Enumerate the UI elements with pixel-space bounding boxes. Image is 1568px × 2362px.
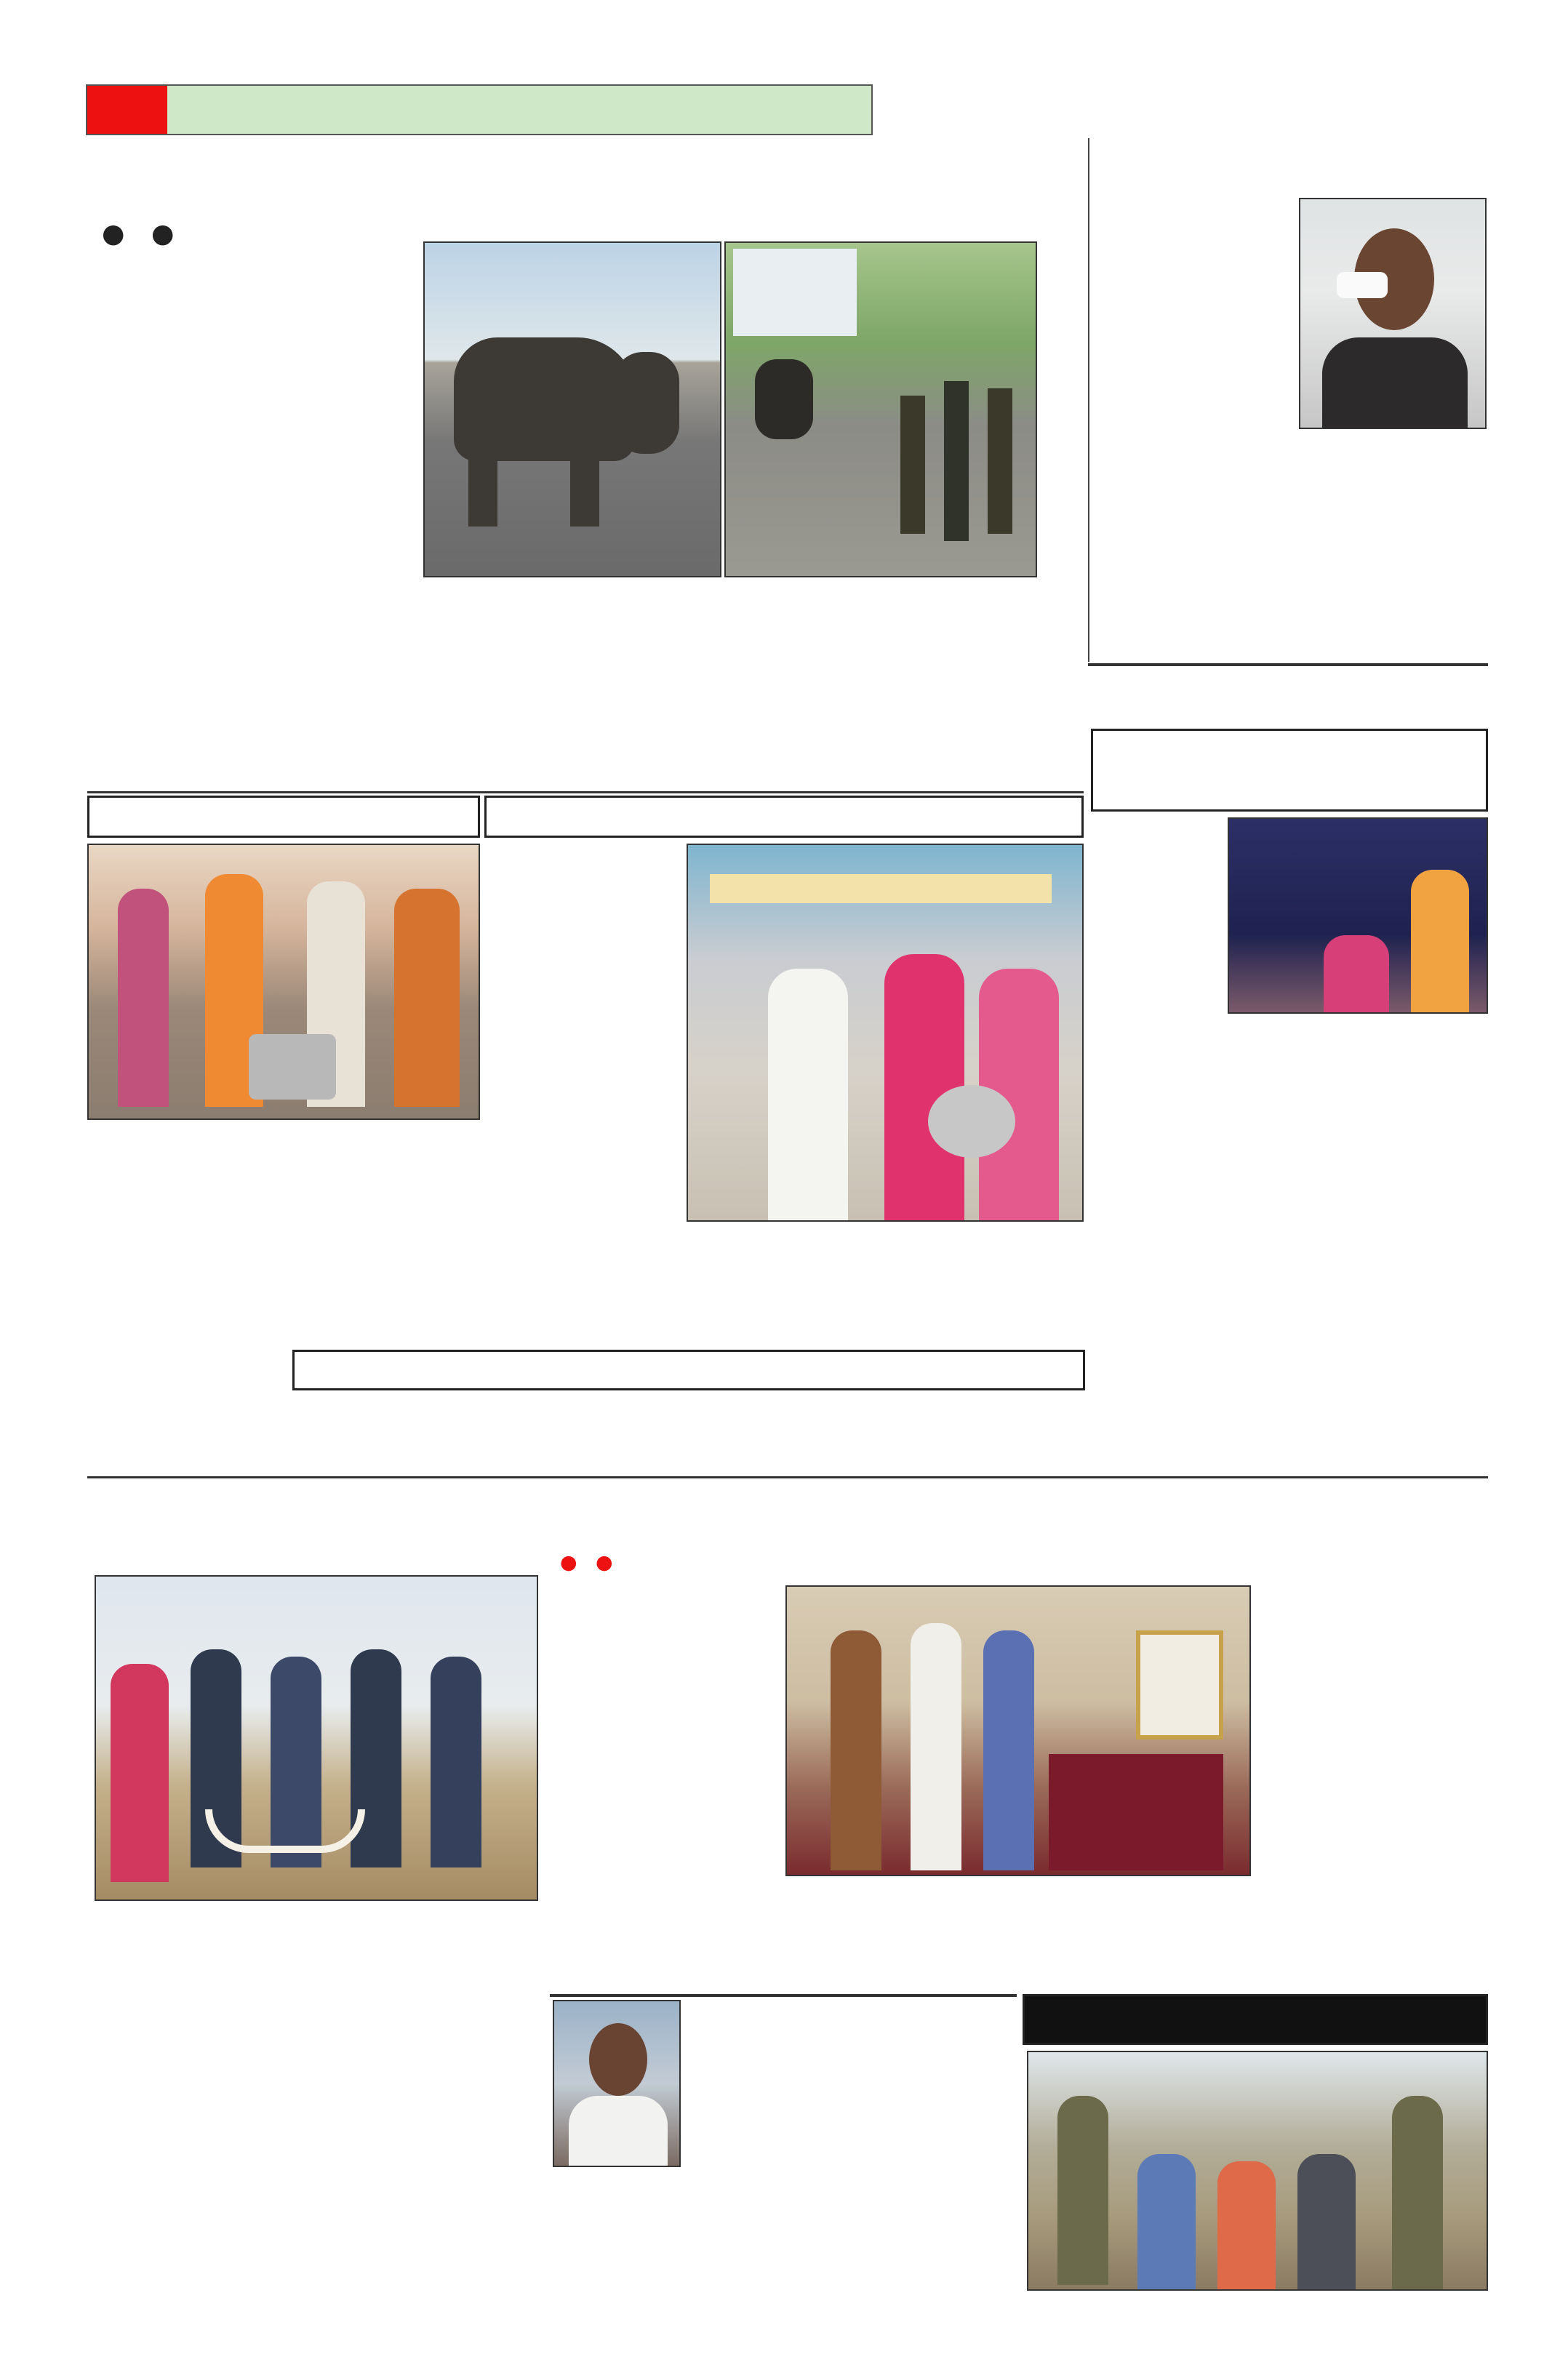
story7-body-col1 (87, 1945, 305, 2206)
elephant-road-photo (724, 241, 1037, 577)
story1-col2 (423, 598, 721, 787)
story5-pull-quote (1091, 816, 1222, 1012)
manu-photo (553, 2000, 681, 2167)
story8-subheads: ● ● (560, 1551, 613, 1574)
ivory-seizure-photo (95, 1575, 538, 1901)
story3-body (87, 1143, 284, 1470)
story7-body-col2 (314, 1945, 538, 2206)
story1-col1 (87, 256, 415, 590)
story2-body (1094, 196, 1290, 662)
story3-headline-box (87, 796, 480, 838)
story5-frame (1088, 663, 1488, 666)
story1-col3 (727, 598, 1076, 787)
story4-caption (687, 1223, 1084, 1274)
page-number-badge (87, 86, 167, 134)
subramani-photo (1299, 198, 1487, 429)
story4-headline-box (484, 796, 1084, 838)
gonikoppa-food-photo (87, 844, 480, 1120)
hombelaku-event-photo (1228, 817, 1488, 1014)
story2-caption (1299, 431, 1487, 449)
story5-body-col2 (1293, 1018, 1488, 1345)
divider-2 (87, 1476, 1488, 1478)
story12-headline-box (1023, 1994, 1488, 2045)
story5-body-col1 (1091, 1018, 1286, 1345)
story2-body-col2 (1299, 452, 1487, 662)
story4-body (484, 844, 681, 1273)
story3-caption (87, 1121, 480, 1140)
rabbit-hunters-photo (1027, 2051, 1488, 2291)
story6-body (292, 1395, 1085, 1470)
story8-caption (785, 1879, 1251, 1914)
elephant-office-photo (423, 241, 721, 577)
story10-frame (550, 1994, 1017, 1997)
story10-caption (553, 2169, 681, 2187)
story1-subheads: ● ● (102, 219, 175, 249)
section-band (86, 84, 873, 135)
story8-body-col1 (550, 1584, 780, 1991)
story4-body-col3 (687, 1277, 1084, 1347)
story5-headline-box (1091, 729, 1488, 812)
divider-1 (87, 791, 1084, 793)
story8-body-col3 (1255, 1585, 1488, 1990)
jayanti-event-photo (785, 1585, 1251, 1876)
story3-body-col2 (292, 1143, 479, 1347)
annadana-photo (687, 844, 1084, 1222)
story10-body (687, 2038, 1015, 2190)
story7-caption (95, 1904, 538, 1939)
story1-caption (425, 577, 1036, 595)
story6-headline-box (292, 1350, 1085, 1390)
